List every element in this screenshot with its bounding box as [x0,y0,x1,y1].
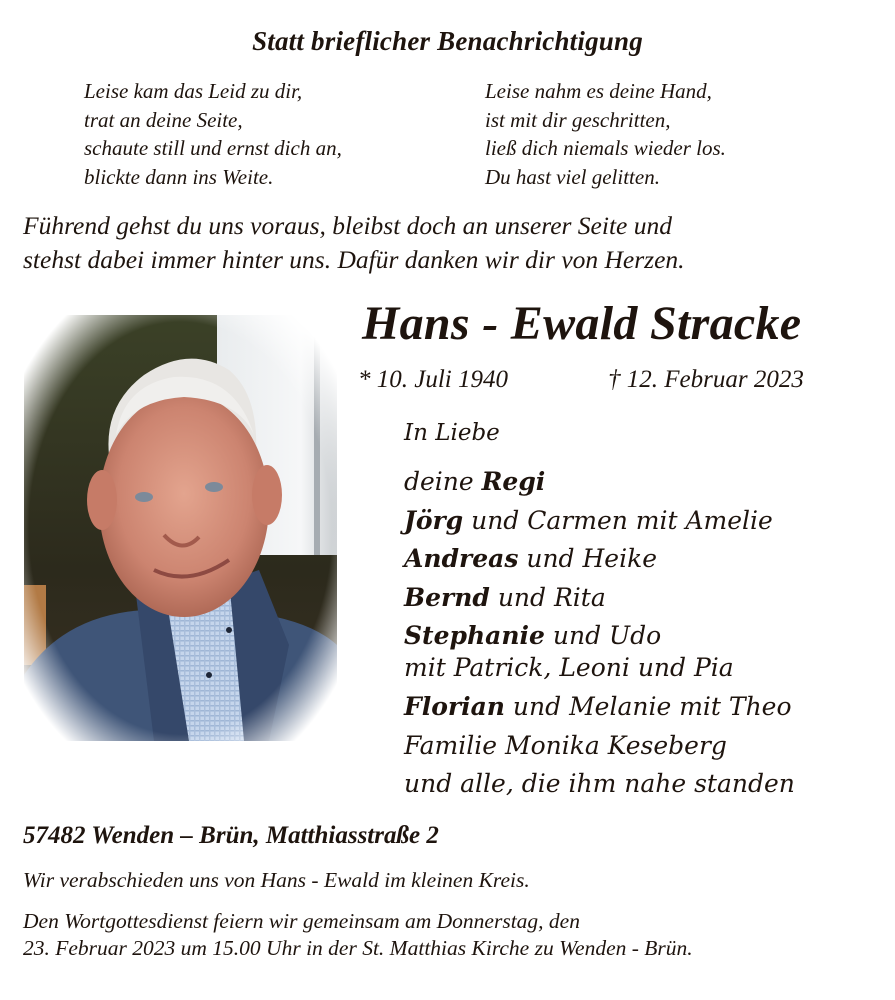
poem-line: Leise kam das Leid zu dir, [84,79,303,103]
mourner-line: mit Patrick, Leoni und Pia [404,652,734,682]
mourner-line: Jörg und Carmen mit Amelie [404,505,773,535]
poem-line: schaute still und ernst dich an, [84,136,342,160]
dedication-line: stehst dabei immer hinter uns. Dafür danken wir dir von Herzen. [23,245,685,274]
poem-line: ist mit dir geschritten, [485,107,671,132]
death-date: † 12. Februar 2023 [608,366,804,393]
poem-left-stanza [84,77,342,191]
mourner-line: Florian und Melanie mit Theo [404,691,792,721]
dedication-text [23,209,883,277]
poem-line: Du hast viel gelitten. [485,164,660,189]
mourner-line: Stephanie und Udo [404,621,662,651]
dedication-line: Führend gehst du uns voraus, bleibst doch an unserer Seite und [23,211,672,240]
portrait-illustration [24,315,337,741]
service-line: Den Wortgottesdienst feiern wir gemeinsam am Donnerstag, den [23,909,580,933]
mourner-line: und alle, die ihm nahe standen [404,769,795,799]
service-line: 23. Februar 2023 um 15.00 Uhr in der St. Matthias Kirche zu Wenden - Brün. [23,936,693,960]
mourner-line: deine Regi [404,467,546,496]
service-announcement [23,908,693,962]
poem-line: Leise nahm es deine Hand, [485,79,712,103]
birth-date: * 10. Juli 1940 [358,366,508,393]
mourner-line: Familie Monika Keseberg [404,730,727,760]
poem-line: ließ dich niemals wieder los. [485,136,726,160]
notice-heading: Statt brieflicher Benachrichtigung [252,26,643,56]
farewell-note: Wir verabschieden uns von Hans - Ewald im kleinen Kreis. [23,868,530,892]
poem-line: trat an deine Seite, [84,107,243,132]
portrait-photo [24,315,337,741]
poem-right-stanza [485,77,726,191]
poem-line: blickte dann ins Weite. [84,164,274,189]
family-address: 57482 Wenden – Brün, Matthiasstraße 2 [23,822,439,849]
in-love-intro: In Liebe [404,420,500,446]
mourners-list [404,418,795,804]
mourner-line: Bernd und Rita [404,582,606,612]
deceased-name: Hans - Ewald Stracke [362,297,802,350]
mourner-line: Andreas und Heike [404,544,658,574]
life-dates [358,366,848,398]
